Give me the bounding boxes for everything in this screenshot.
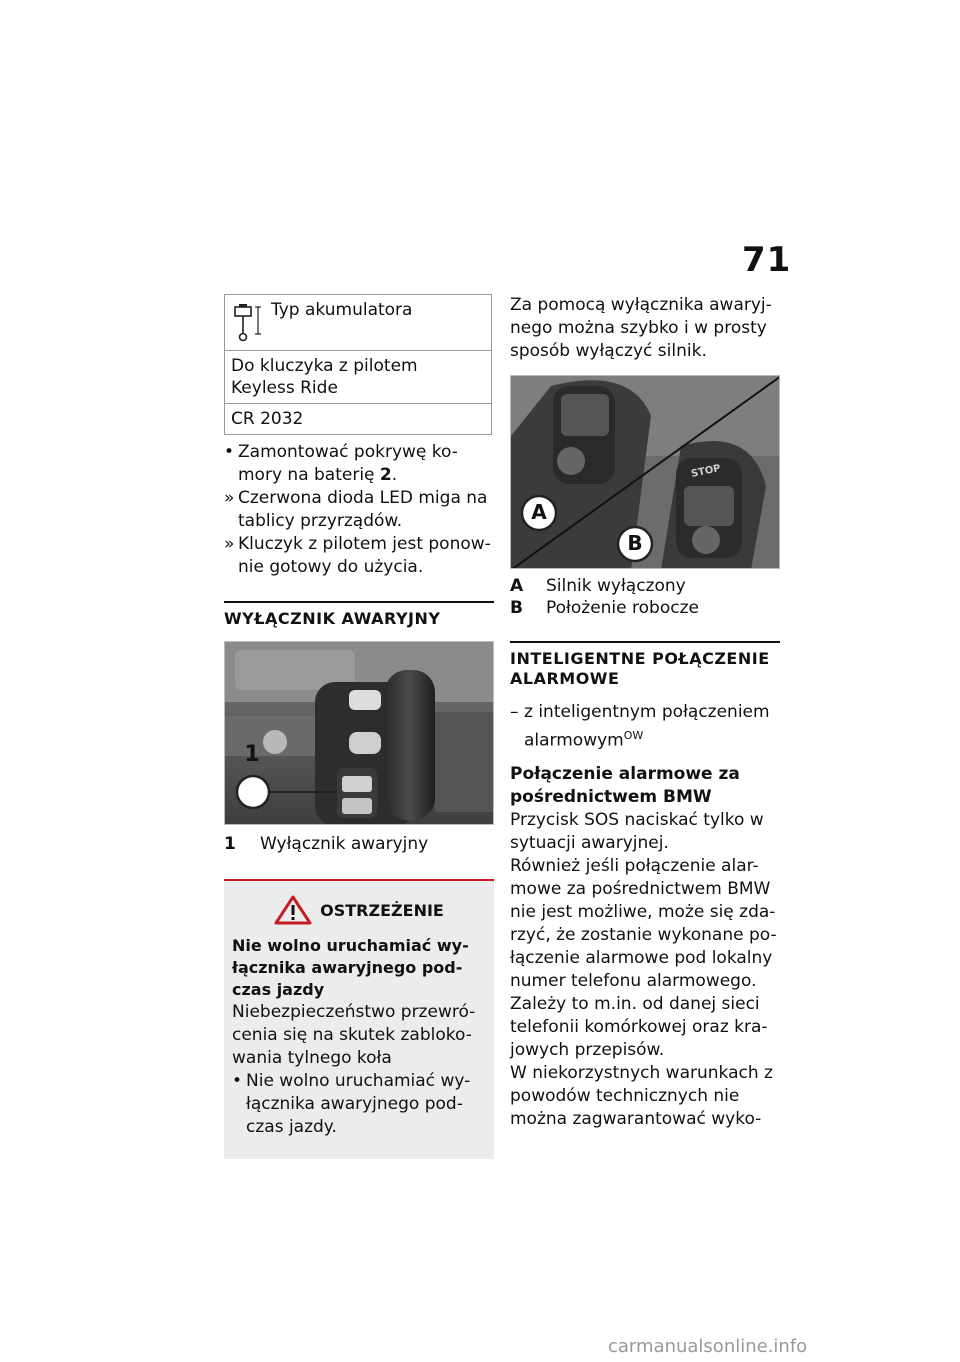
- step-list: [224, 441, 494, 579]
- paragraph-sos: Przycisk SOS naciskać tylko w sytuacji awaryjnej.: [510, 809, 764, 853]
- dash-mark: –: [510, 702, 519, 722]
- caption-text: Położenie robocze: [546, 598, 699, 618]
- warning-box: [224, 879, 494, 1159]
- page-number: 71: [742, 240, 792, 280]
- photo-label-a: A: [531, 500, 547, 524]
- option-code: OW: [623, 729, 644, 742]
- watermark: carmanualsonline.info: [608, 1336, 808, 1357]
- photo-stop-label: STOP: [690, 463, 722, 480]
- photo-callout-1: 1: [244, 742, 260, 767]
- battery-type-table: [224, 294, 492, 435]
- bullet-mark: •: [224, 442, 235, 462]
- battery-row-type: CR 2032: [231, 409, 304, 429]
- step-item: » Czerwona dioda LED miga na tablicy przyrządów.: [224, 488, 488, 531]
- battery-table-title: Typ akumulatora: [271, 300, 413, 320]
- warning-bullet: • Nie wolno uruchamiać wy-łącznika awaryjnego pod-czas jazdy.: [232, 1071, 471, 1137]
- step-item: • Zamontować pokrywę ko-mory na baterię 2.: [224, 442, 458, 485]
- left-column: [224, 294, 494, 1159]
- warning-heading: Nie wolno uruchamiać wy-łącznika awaryjnego pod-czas jazdy: [232, 936, 469, 999]
- sub-heading-bmw-call: Połączenie alarmowe za pośrednictwem BMW: [510, 763, 740, 807]
- step-item: » Kluczyk z pilotem jest ponow-nie gotowy do użycia.: [224, 534, 491, 577]
- kill-switch-photo: [224, 641, 494, 825]
- caption-a: [510, 575, 780, 597]
- warning-title: OSTRZEŻENIE: [232, 895, 486, 925]
- result-mark: »: [224, 534, 235, 554]
- paragraph-local-call: Również jeśli połączenie alar-mowe za pośrednictwem BMW nie jest możliwe, może się zda-rzyć, że zostanie wykonane po-łączenie alarmowe pod lokalny numer telefonu alarmowego. Zależy to m.in. od danej sieci telefonii komórkowej oraz kra-jowych przepisów.: [510, 855, 777, 1060]
- caption-text: Wyłącznik awaryjny: [260, 834, 429, 854]
- caption-key: B: [510, 598, 523, 618]
- caption-key: 1: [224, 834, 236, 854]
- result-mark: »: [224, 488, 235, 508]
- section-heading-kill-switch: WYŁĄCZNIK AWARYJNY: [224, 601, 494, 629]
- caption-key: A: [510, 576, 524, 596]
- paragraph-conditions: W niekorzystnych warunkach z powodów technicznych nie można zagwarantować wyko-: [510, 1062, 773, 1129]
- warning-text: Niebezpieczeństwo przewró-cenia się na skutek zabloko-wania tylnego koła: [232, 1002, 476, 1068]
- battery-row-key: Do kluczyka z pilotem Keyless Ride: [225, 351, 491, 404]
- warning-triangle-icon: [274, 895, 312, 925]
- caption-b: [510, 597, 780, 619]
- caption-text: Silnik wyłączony: [546, 576, 686, 596]
- photo-label-b: B: [627, 531, 643, 555]
- right-column: [510, 294, 780, 1131]
- bullet-mark: •: [232, 1071, 243, 1091]
- section-heading-emergency-call: INTELIGENTNE POŁĄCZENIE ALARMOWE: [510, 641, 780, 689]
- kill-switch-caption: [224, 833, 494, 855]
- equipment-option: – z inteligentnym połączeniem alarmowym$^{OW}$: [510, 702, 770, 751]
- intro-paragraph: Za pomocą wyłącznika awaryj-nego można szybko i w prosty sposób wyłączyć silnik.: [510, 295, 772, 361]
- battery-table-header: [225, 295, 491, 351]
- battery-icon: [231, 301, 265, 343]
- handlebar-illustration: [225, 642, 494, 825]
- kill-switch-positions-photo: [510, 375, 780, 569]
